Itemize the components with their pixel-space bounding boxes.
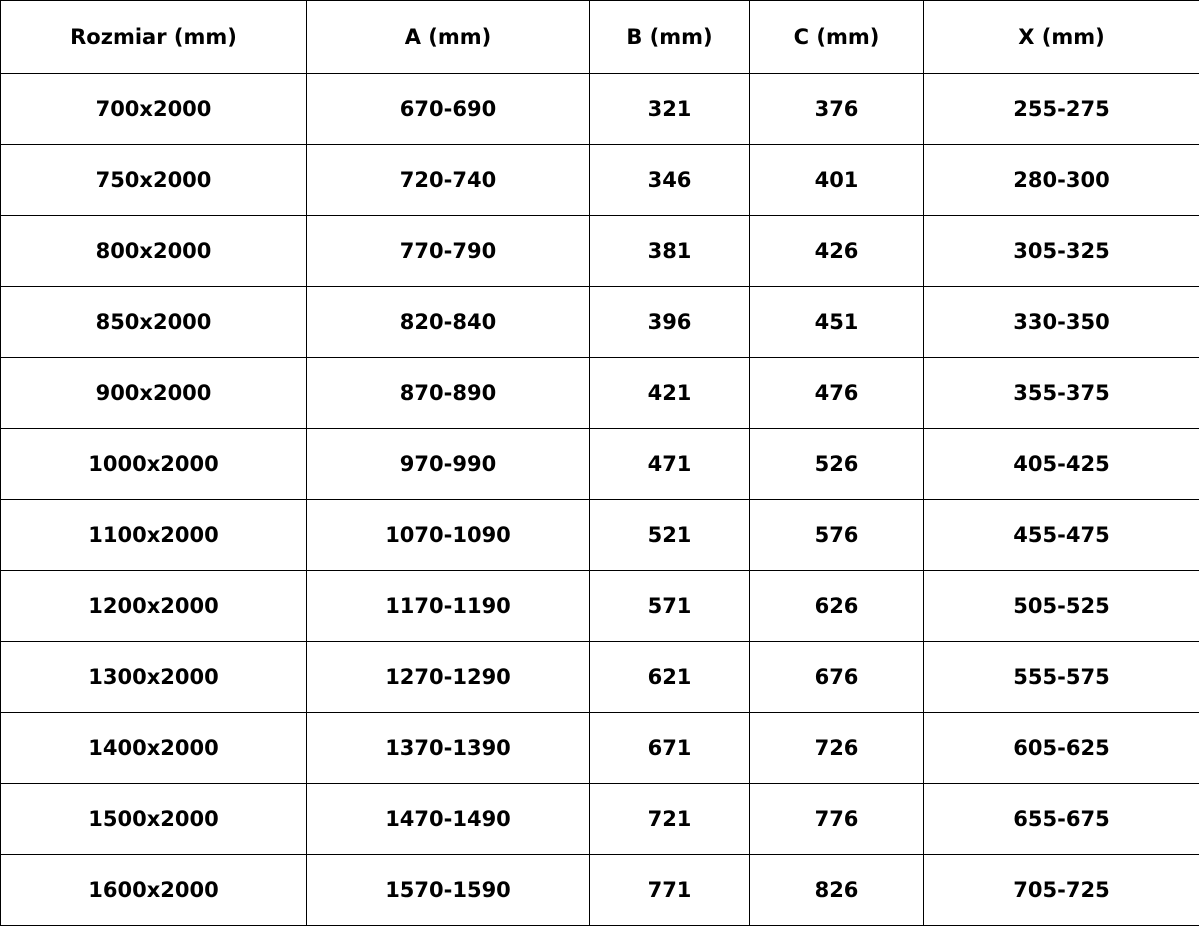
cell-x: 705-725 xyxy=(924,855,1199,926)
table-row xyxy=(1,713,1199,784)
cell-b: 571 xyxy=(590,571,750,642)
cell-c: 526 xyxy=(750,429,924,500)
table-row xyxy=(1,429,1199,500)
cell-rozmiar: 1400x2000 xyxy=(1,713,307,784)
cell-a: 970-990 xyxy=(307,429,590,500)
cell-b: 471 xyxy=(590,429,750,500)
cell-c: 826 xyxy=(750,855,924,926)
table-row xyxy=(1,145,1199,216)
cell-a: 720-740 xyxy=(307,145,590,216)
cell-a: 820-840 xyxy=(307,287,590,358)
table-row xyxy=(1,74,1199,145)
cell-a: 1370-1390 xyxy=(307,713,590,784)
cell-b: 381 xyxy=(590,216,750,287)
column-header-rozmiar: Rozmiar (mm) xyxy=(1,1,307,74)
table-row xyxy=(1,500,1199,571)
cell-rozmiar: 1000x2000 xyxy=(1,429,307,500)
cell-rozmiar: 1300x2000 xyxy=(1,642,307,713)
table-row xyxy=(1,287,1199,358)
cell-a: 770-790 xyxy=(307,216,590,287)
cell-c: 401 xyxy=(750,145,924,216)
cell-c: 726 xyxy=(750,713,924,784)
cell-rozmiar: 1200x2000 xyxy=(1,571,307,642)
cell-rozmiar: 800x2000 xyxy=(1,216,307,287)
cell-a: 1270-1290 xyxy=(307,642,590,713)
cell-rozmiar: 900x2000 xyxy=(1,358,307,429)
cell-c: 776 xyxy=(750,784,924,855)
cell-rozmiar: 750x2000 xyxy=(1,145,307,216)
table-row xyxy=(1,784,1199,855)
table-row xyxy=(1,216,1199,287)
cell-c: 676 xyxy=(750,642,924,713)
cell-x: 280-300 xyxy=(924,145,1199,216)
cell-x: 555-575 xyxy=(924,642,1199,713)
cell-b: 621 xyxy=(590,642,750,713)
cell-c: 426 xyxy=(750,216,924,287)
cell-a: 1570-1590 xyxy=(307,855,590,926)
column-header-b: B (mm) xyxy=(590,1,750,74)
cell-x: 655-675 xyxy=(924,784,1199,855)
cell-rozmiar: 1600x2000 xyxy=(1,855,307,926)
table-header-row xyxy=(1,1,1199,74)
cell-c: 376 xyxy=(750,74,924,145)
cell-rozmiar: 700x2000 xyxy=(1,74,307,145)
table-header xyxy=(1,1,1199,74)
cell-x: 455-475 xyxy=(924,500,1199,571)
cell-x: 505-525 xyxy=(924,571,1199,642)
table-row xyxy=(1,642,1199,713)
column-header-c: C (mm) xyxy=(750,1,924,74)
cell-rozmiar: 1500x2000 xyxy=(1,784,307,855)
cell-c: 476 xyxy=(750,358,924,429)
cell-c: 626 xyxy=(750,571,924,642)
cell-a: 1170-1190 xyxy=(307,571,590,642)
cell-a: 670-690 xyxy=(307,74,590,145)
cell-b: 671 xyxy=(590,713,750,784)
column-header-a: A (mm) xyxy=(307,1,590,74)
cell-b: 396 xyxy=(590,287,750,358)
table-row xyxy=(1,358,1199,429)
cell-rozmiar: 1100x2000 xyxy=(1,500,307,571)
cell-b: 771 xyxy=(590,855,750,926)
table-body xyxy=(1,74,1199,926)
cell-b: 346 xyxy=(590,145,750,216)
cell-a: 1470-1490 xyxy=(307,784,590,855)
table-row xyxy=(1,855,1199,926)
cell-a: 1070-1090 xyxy=(307,500,590,571)
cell-b: 721 xyxy=(590,784,750,855)
cell-rozmiar: 850x2000 xyxy=(1,287,307,358)
cell-x: 305-325 xyxy=(924,216,1199,287)
cell-b: 421 xyxy=(590,358,750,429)
cell-c: 451 xyxy=(750,287,924,358)
cell-a: 870-890 xyxy=(307,358,590,429)
cell-c: 576 xyxy=(750,500,924,571)
table-row xyxy=(1,571,1199,642)
cell-x: 355-375 xyxy=(924,358,1199,429)
column-header-x: X (mm) xyxy=(924,1,1199,74)
cell-x: 605-625 xyxy=(924,713,1199,784)
cell-b: 521 xyxy=(590,500,750,571)
cell-x: 405-425 xyxy=(924,429,1199,500)
cell-x: 330-350 xyxy=(924,287,1199,358)
cell-x: 255-275 xyxy=(924,74,1199,145)
cell-b: 321 xyxy=(590,74,750,145)
